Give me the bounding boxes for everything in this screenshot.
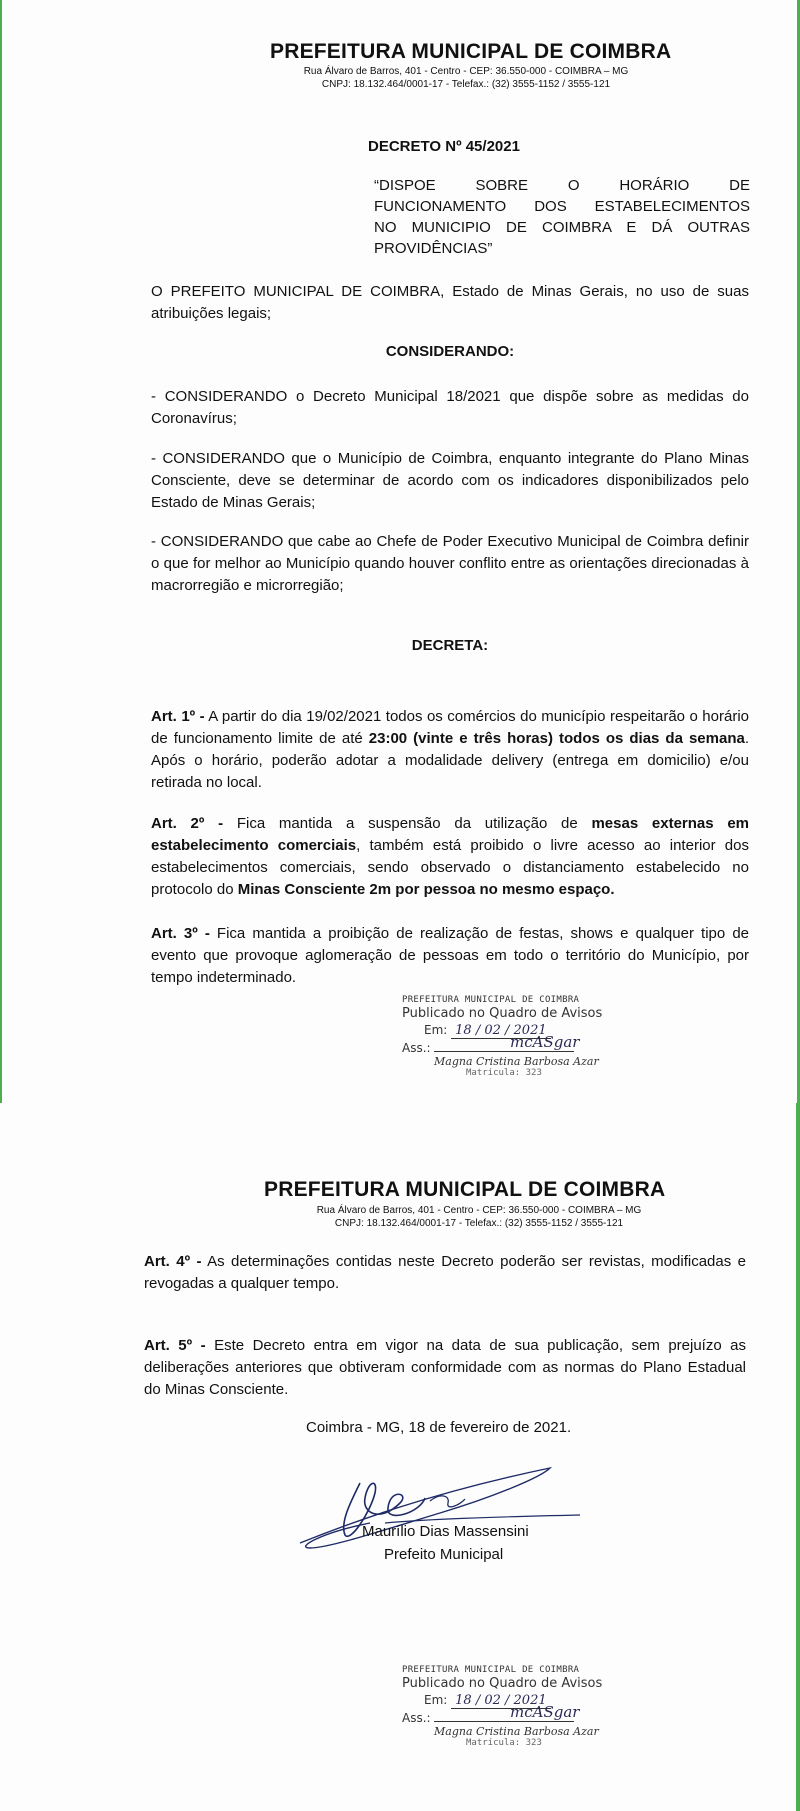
publication-stamp bbox=[402, 995, 612, 1095]
stamp-org: PREFEITURA MUNICIPAL DE COIMBRA bbox=[402, 1665, 580, 1675]
signer-role: Prefeito Municipal bbox=[384, 1546, 504, 1563]
article-1 bbox=[151, 706, 749, 794]
article-2-text-mid: , também está proibido o livre acesso ao interior dos estabelecimentos comerciais, sendo observado o distanciamento estabelecido no protocolo do bbox=[151, 837, 749, 898]
preamble: O PREFEITO MUNICIPAL DE COIMBRA, Estado de Minas Gerais, no uso de suas atribuições legais; bbox=[151, 283, 749, 322]
stamp-matricula: Matrícula: 323 bbox=[466, 1738, 542, 1745]
article-2-bold-end: Minas Consciente 2m por pessoa no mesmo espaço. bbox=[237, 881, 615, 898]
article-1-bold: 23:00 (vinte e três horas) todos os dias da semana bbox=[368, 730, 745, 747]
stamp-name: Magna Cristina Barbosa Azar bbox=[434, 1725, 599, 1738]
stamp-name: Magna Cristina Barbosa Azar bbox=[434, 1055, 599, 1068]
article-2 bbox=[151, 813, 749, 901]
article-1-text: A partir do dia 19/02/2021 todos os comércios do município respeitarão o horário de funcionamento limite de até bbox=[151, 708, 749, 747]
article-2-text: Fica mantida a suspensão da utilização de bbox=[223, 815, 592, 832]
considerando-1: - CONSIDERANDO o Decreto Municipal 18/2021 que dispõe sobre as medidas do Coronavírus; bbox=[151, 388, 749, 427]
considerando-3: - CONSIDERANDO que cabe ao Chefe de Poder Executivo Municipal de Coimbra definir o que for melhor ao Município quando houver conflito entre as orientações direcionadas à macrorregião e microrregião; bbox=[151, 533, 749, 594]
stamp-ass-label: Ass.: bbox=[402, 1041, 431, 1055]
stamp-signature: mcASgar bbox=[510, 1703, 580, 1721]
considerando-2: - CONSIDERANDO que o Município de Coimbra, enquanto integrante do Plano Minas Consciente, deve se determinar de acordo com os indicadores disponibilizados pelo Estado de Minas Gerais; bbox=[151, 450, 749, 511]
article-1-label: Art. 1º - bbox=[151, 708, 205, 725]
article-5-label: Art. 5º - bbox=[144, 1337, 206, 1354]
article-3 bbox=[151, 923, 749, 989]
ementa-line: “DISPOE SOBRE O HORÁRIO DE bbox=[374, 177, 750, 194]
letterhead-address: Rua Álvaro de Barros, 401 - Centro - CEP: 36.550-000 - COIMBRA – MG bbox=[303, 66, 629, 77]
article-4-label: Art. 4º - bbox=[144, 1253, 202, 1270]
ementa-line: FUNCIONAMENTO DOS ESTABELECIMENTOS bbox=[374, 198, 750, 215]
document-page-2 bbox=[0, 1103, 800, 1811]
stamp-date-label: Em: bbox=[424, 1023, 448, 1037]
stamp-ass-label: Ass.: bbox=[402, 1711, 431, 1725]
article-2-bold: mesas externas em estabelecimento comerciais bbox=[151, 815, 750, 854]
stamp-published: Publicado no Quadro de Avisos bbox=[402, 1006, 603, 1021]
article-4 bbox=[144, 1251, 746, 1295]
letterhead-contact: CNPJ: 18.132.464/0001-17 - Telefax.: (32) 3555-1152 / 3555-121 bbox=[321, 79, 611, 90]
article-5-text: Este Decreto entra em vigor na data de sua publicação, sem prejuízo as deliberações anteriores que obtiveram conformidade com as normas do Plano Estadual do Minas Consciente. bbox=[144, 1337, 747, 1398]
signer-name: Maurílio Dias Massensini bbox=[362, 1523, 529, 1540]
stamp-signature: mcASgar bbox=[510, 1033, 580, 1051]
ementa-line: PROVIDÊNCIAS” bbox=[374, 240, 493, 257]
letterhead-contact: CNPJ: 18.132.464/0001-17 - Telefax.: (32) 3555-1152 / 3555-121 bbox=[334, 1218, 624, 1229]
decreta-heading: DECRETA: bbox=[411, 637, 489, 654]
article-2-label: Art. 2º - bbox=[151, 815, 224, 832]
letterhead-title: PREFEITURA MUNICIPAL DE COIMBRA bbox=[270, 40, 672, 63]
decree-number: DECRETO Nº 45/2021 bbox=[368, 138, 520, 155]
article-1-text-end: . Após o horário, poderão adotar a modalidade delivery (entrega em domicilio) e/ou retirada no local. bbox=[151, 730, 750, 791]
article-3-label: Art. 3º - bbox=[151, 925, 210, 942]
stamp-date-label: Em: bbox=[424, 1693, 448, 1707]
letterhead-title: PREFEITURA MUNICIPAL DE COIMBRA bbox=[264, 1178, 666, 1201]
stamp-org: PREFEITURA MUNICIPAL DE COIMBRA bbox=[402, 995, 580, 1005]
place-date: Coimbra - MG, 18 de fevereiro de 2021. bbox=[306, 1419, 572, 1436]
article-4-text: As determinações contidas neste Decreto poderão ser revistas, modificadas e revogadas a qualquer tempo. bbox=[144, 1253, 746, 1292]
stamp-published: Publicado no Quadro de Avisos bbox=[402, 1676, 603, 1691]
publication-stamp bbox=[402, 1665, 612, 1765]
decree-ementa bbox=[374, 175, 750, 259]
ementa-line: NO MUNICIPIO DE COIMBRA E DÁ OUTRAS bbox=[374, 219, 750, 236]
stamp-matricula: Matrícula: 323 bbox=[466, 1068, 542, 1075]
considerando-heading: CONSIDERANDO: bbox=[385, 343, 515, 360]
article-5 bbox=[144, 1335, 746, 1401]
article-3-text: Fica mantida a proibição de realização de festas, shows e qualquer tipo de evento que provoque aglomeração de pessoas em todo o território do Município, por tempo indeterminado. bbox=[151, 925, 749, 986]
stamp-date-value: 18 / 02 / 2021 bbox=[451, 1693, 550, 1709]
letterhead-address: Rua Álvaro de Barros, 401 - Centro - CEP: 36.550-000 - COIMBRA – MG bbox=[316, 1205, 642, 1216]
stamp-date-value: 18 / 02 / 2021 bbox=[451, 1023, 550, 1039]
